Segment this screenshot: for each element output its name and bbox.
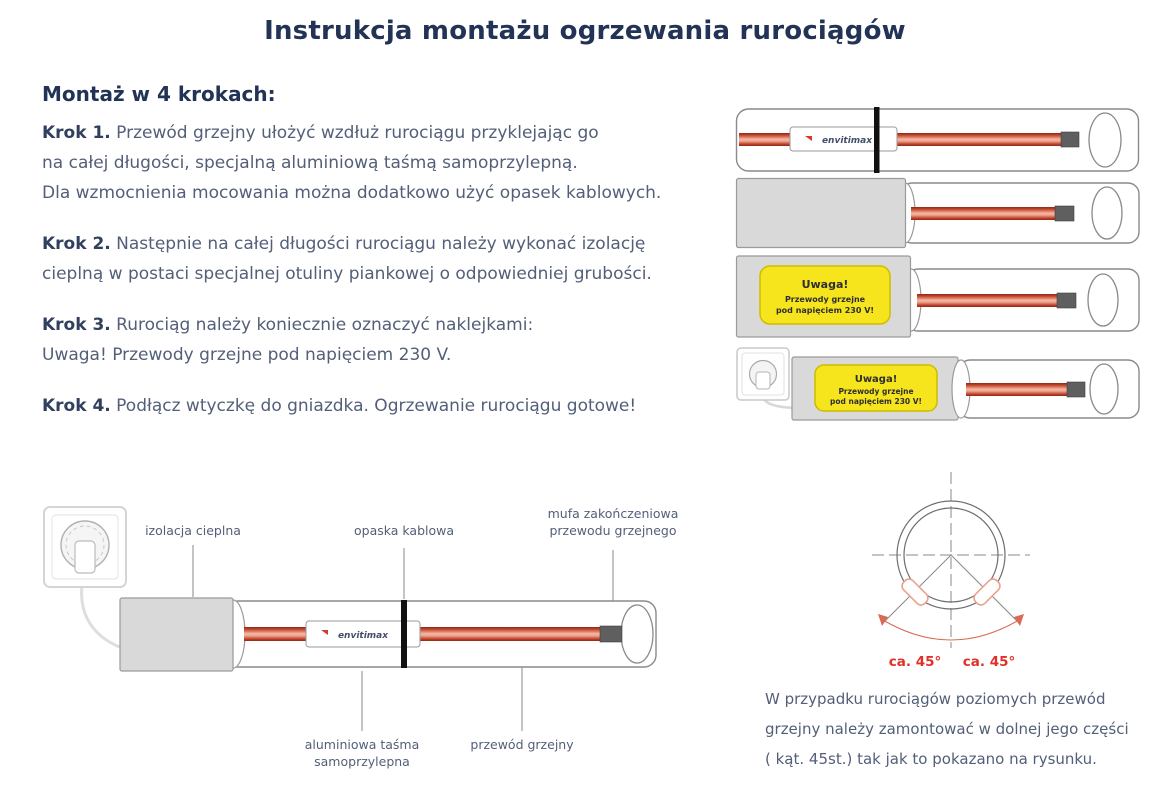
note-line-3: ( kąt. 45st.) tak jak to pokazano na rysunku.	[765, 750, 1097, 768]
end-sleeve-cap	[1067, 382, 1085, 397]
label-end-sleeve-line1: mufa zakończeniowa	[547, 506, 679, 521]
page-title: Instrukcja montażu ogrzewania rurociągów	[264, 16, 906, 46]
cable-tie	[401, 600, 407, 668]
label-end-sleeve-line2: przewodu grzejnego	[549, 523, 677, 538]
end-sleeve-cap	[1061, 132, 1079, 147]
step-3-line-2: Uwaga! Przewody grzejne pod napięciem 230 V.	[42, 345, 452, 365]
heating-cable	[966, 383, 1067, 396]
label-tape	[305, 736, 420, 770]
pipe-open-end	[1090, 364, 1118, 414]
angle-label-left: ca. 45°	[888, 654, 942, 670]
cable-position-right	[972, 577, 1002, 607]
step-1-text-1: Przewód grzejny ułożyć wzdłuż rurociągu przyklejając go	[116, 123, 599, 143]
step-2	[42, 229, 702, 289]
brand-label: envitimax	[821, 136, 873, 146]
plug	[75, 541, 95, 573]
step-1-line-2: na całej długości, specjalną aluminiową taśmą samoprzylepną.	[42, 153, 578, 173]
heating-cable	[739, 133, 1061, 146]
brand-label: envitimax	[337, 631, 389, 641]
heating-cable	[917, 294, 1057, 307]
step-4	[42, 391, 702, 421]
illustration-step3-warning-sticker	[735, 253, 1145, 343]
illustration-step4-plugged-in	[735, 344, 1145, 436]
step-4-text-1: Podłącz wtyczkę do gniazdka. Ogrzewanie rurociągu gotowe!	[116, 396, 637, 416]
steps-heading: Montaż w 4 krokach:	[42, 82, 276, 106]
step-2-line-2: cieplną w postaci specjalnej otuliny piankowej o odpowiedniej grubości.	[42, 264, 652, 284]
step-3-line-1	[42, 310, 702, 340]
sticker-title: Uwaga!	[801, 278, 849, 291]
label-insulation: izolacja cieplna	[145, 523, 241, 538]
illustration-step2-insulation	[735, 177, 1145, 249]
step-2-text-1: Następnie na całej długości rurociągu należy wykonać izolację	[116, 234, 646, 254]
step-1	[42, 118, 702, 208]
step-2-label: Krok 2.	[42, 234, 111, 254]
note-line-2: grzejny należy zamontować w dolnej jego części	[765, 720, 1129, 738]
sticker-title: Uwaga!	[854, 374, 898, 385]
step-2-line-1	[42, 229, 702, 259]
sticker-line2: Przewody grzejne	[838, 387, 914, 396]
heating-cable	[244, 627, 600, 641]
step-1-line-1	[42, 118, 702, 148]
label-cable-tie: opaska kablowa	[353, 523, 455, 538]
pipe-open-end	[1088, 274, 1118, 326]
label-tape-line1: aluminiowa taśma	[304, 737, 420, 752]
label-tape-line2: samoprzylepna	[314, 754, 410, 769]
heating-cable	[911, 207, 1055, 220]
step-3-text-1: Rurociąg należy koniecznie oznaczyć naklejkami:	[116, 315, 534, 335]
pipe-open-end	[1092, 187, 1122, 239]
step-4-label: Krok 4.	[42, 396, 111, 416]
label-heating-cable: przewód grzejny	[470, 737, 574, 752]
pipe-open-end	[1089, 113, 1121, 167]
step-1-line-3: Dla wzmocnienia mocowania można dodatkowo użyć opasek kablowych.	[42, 183, 662, 203]
pipe-cross-section-diagram	[850, 468, 1160, 683]
horizontal-pipe-note	[765, 684, 1129, 774]
sticker-line2: Przewody grzejne	[784, 295, 866, 304]
steps-section	[42, 82, 702, 442]
step-1-label: Krok 1.	[42, 123, 111, 143]
thermal-insulation	[120, 598, 233, 671]
step-4-line-1	[42, 391, 702, 421]
pipe-open-end	[621, 605, 653, 663]
note-line-1: W przypadku rurociągów poziomych przewód	[765, 690, 1106, 708]
end-sleeve-cap	[1055, 206, 1074, 221]
angle-label-right: ca. 45°	[962, 654, 1016, 670]
end-sleeve-cap	[1057, 293, 1076, 308]
cable-position-left	[900, 577, 930, 607]
label-end-sleeve	[548, 505, 679, 539]
plug	[756, 372, 770, 389]
sticker-line3: pod napięciem 230 V!	[775, 306, 875, 315]
thermal-insulation	[737, 179, 906, 248]
step-3	[42, 310, 702, 370]
illustration-step1-pipe-with-tape	[735, 106, 1145, 176]
sticker-line3: pod napięciem 230 V!	[830, 397, 922, 406]
end-sleeve-cap	[600, 626, 622, 642]
step-3-label: Krok 3.	[42, 315, 111, 335]
cable-tie	[874, 107, 880, 173]
